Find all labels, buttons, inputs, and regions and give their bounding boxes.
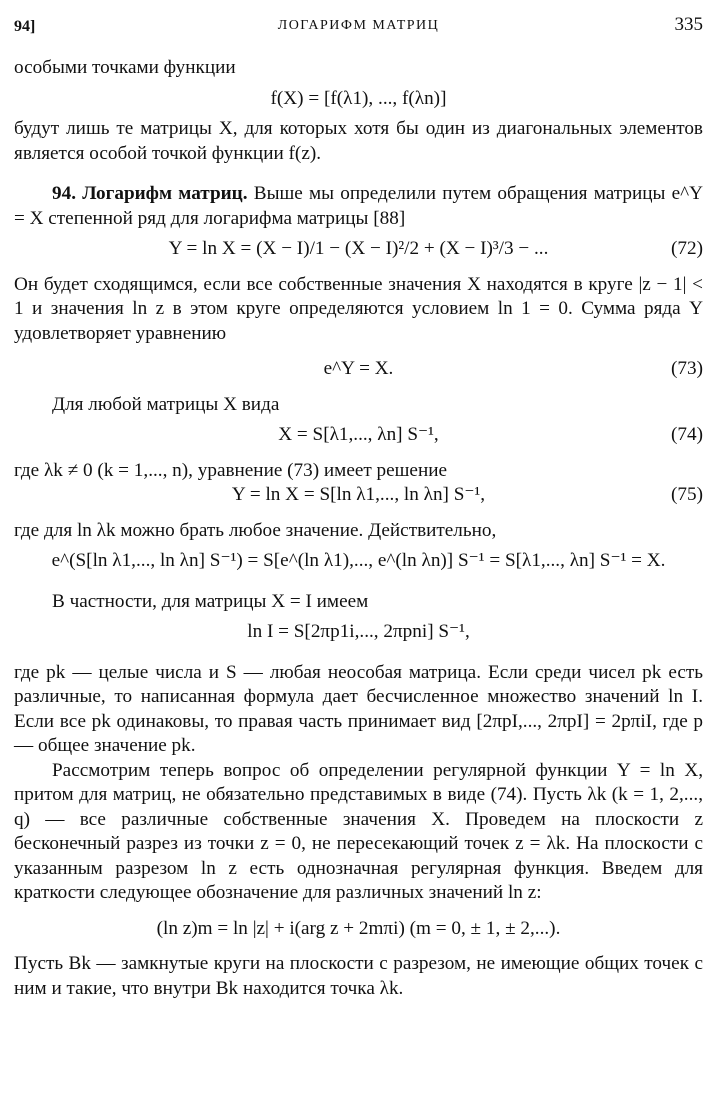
page-header	[14, 12, 703, 40]
paragraph-any-value: где для ln λk можно брать любое значение. Действительно,	[14, 519, 497, 541]
equation-identity: e^(S[ln λ1,..., ln λn] S⁻¹) = S[e^(ln λ1),..., e^(ln λn)] S⁻¹ = S[λ1,..., λn] S⁻¹ = X.	[51, 550, 666, 571]
paragraph-circles: Пусть Bk — замкнутые круги на плоскости с разрезом, не имеющие общих точек с ним и такие, что внутри Bk находится точка λk.	[14, 953, 703, 999]
paragraph-convergence: Он будет сходящимся, если все собственные значения X находятся в круге |z − 1| < 1 и значения ln z в этом круге определяются условием ln 1 = 0. Сумма ряда Y удовлетворяет уравнению	[14, 273, 703, 344]
page-number: 335	[674, 14, 703, 35]
equation-f-of-x: f(X) = [f(λ1), ..., f(λn)]	[270, 87, 447, 109]
equation-72: Y = ln X = (X − I)/1 − (X − I)²/2 + (X − I)³/3 − ... (72)	[14, 237, 703, 262]
page-body	[14, 56, 703, 1001]
equation-75: Y = ln X = S[ln λ1,..., ln λn] S⁻¹, (75)	[14, 483, 703, 508]
equation-ln-identity: ln I = S[2πp1i,..., 2πpni] S⁻¹,	[247, 621, 470, 642]
paragraph-lambda-nonzero: где λk ≠ 0 (k = 1,..., n), уравнение (73) имеет решение	[14, 459, 447, 481]
paragraph-1: особыми точками функции	[14, 57, 236, 78]
equation-number-75: (75)	[671, 484, 703, 505]
paragraph-integers: где pk — целые числа и S — любая неособая матрица. Если среди чисел pk есть различные, то написанная формула дает бесчисленное множество значений ln I. Если все pk одинаковы, то правая часть принимает вид [2πpI,..., 2πpI] = 2pπiI, где p — общее значение pk.	[14, 661, 703, 756]
equation-number-74: (74)	[671, 424, 703, 445]
paragraph-any-matrix: Для любой матрицы X вида	[52, 393, 280, 415]
equation-74: X = S[λ1,..., λn] S⁻¹, (74)	[14, 423, 703, 448]
paragraph-regular-function: Рассмотрим теперь вопрос об определении регулярной функции Y = ln X, притом для матриц, не обязательно представимых в виде (74). Пусть λk (k = 1, 2,..., q) — все различные собственные значения X. Проведем на плоскости z бесконечный разрез из точки z = 0, не пересекающий точек z = λk. На плоскости с указанным разрезом ln z есть однозначная регулярная функция. Введем для краткости следующее обозначение для различных значений ln z:	[14, 759, 703, 903]
section-ref: 94]	[14, 18, 36, 35]
equation-number-73: (73)	[671, 358, 703, 379]
section-94-intro: 94. Логарифм матриц. Выше мы определили путем обращения матрицы e^Y = X степенной ряд для логарифма матрицы [88]	[14, 183, 703, 229]
equation-ln-z: (ln z)m = ln |z| + i(arg z + 2mπi) (m = 0, ± 1, ± 2,...).	[156, 917, 561, 939]
running-title: ЛОГАРИФМ МАТРИЦ	[277, 18, 440, 33]
equation-number-72: (72)	[671, 238, 703, 259]
paragraph-identity-matrix: В частности, для матрицы X = I имеем	[52, 590, 369, 612]
section-title: 94. Логарифм матриц.	[52, 183, 248, 204]
equation-73: e^Y = X. (73)	[14, 357, 703, 382]
paragraph-2: будут лишь те матрицы X, для которых хотя бы один из диагональных элементов является особой точкой функции f(z).	[14, 118, 703, 164]
